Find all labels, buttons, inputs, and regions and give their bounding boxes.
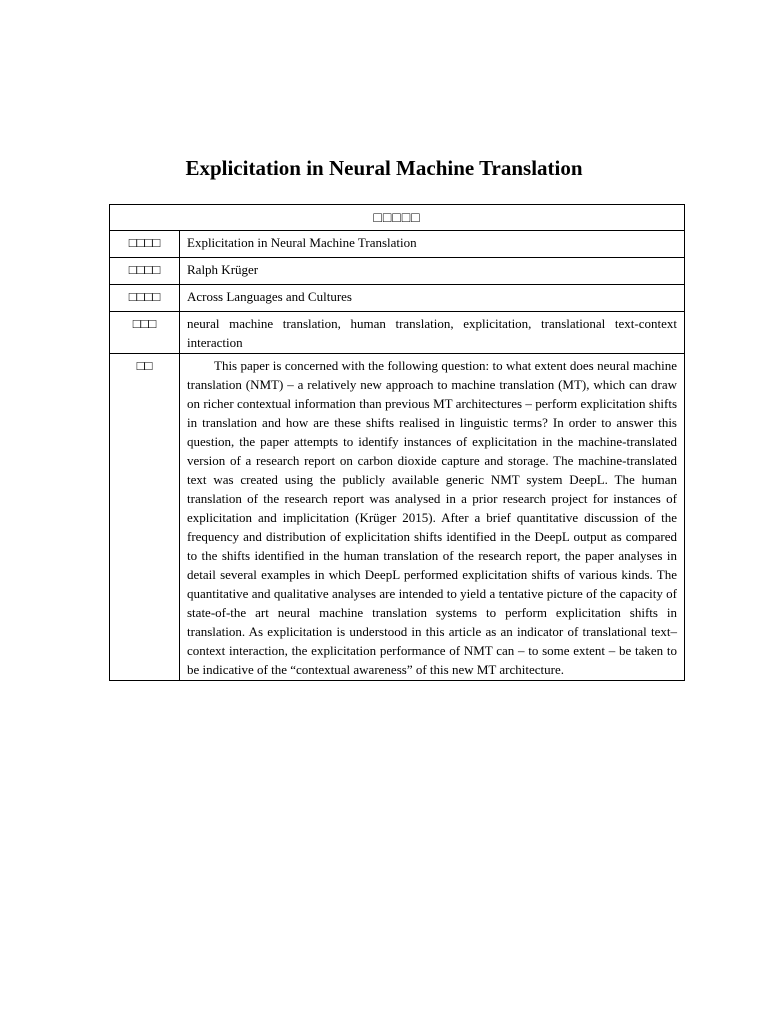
table-row-title [110,231,685,258]
abstract-text: This paper is concerned with the following question: to what extent does neural machine translation (NMT) – a relatively new approach to machine translation (MT), which can draw on richer contextual information than previous MT architectures – perform explicitation shifts in translation and how are these shifts realised in linguistic terms? In order to answer this question, the paper attempts to identify instances of explicitation in the machine-translated version of a research report on carbon dioxide capture and storage. The machine-translated text was created using the publicly available generic NMT system DeepL. The human translation of the research report was analysed in a prior research project for instances of explicitation and implicitation (Krüger 2015). After a brief quantitative discussion of the frequency and distribution of explicitation shifts identified in the DeepL output as compared to the shifts identified in the human translation of the research report, the paper analyses in detail several examples in which DeepL performed explicitation shifts of various kinds. The quantitative and qualitative analyses are intended to yield a tentative picture of the capacity of state-of-the art neural machine translation systems to perform explicitation shifts in translation. As explicitation is understood in this article as an indicator of translational text–context interaction, the explicitation performance of NMT can – to some extent – be taken to be indicative of the “contextual awareness” of this new MT architecture. [187,358,677,677]
table-row-author [110,258,685,285]
page-title: Explicitation in Neural Machine Translation [185,156,583,180]
row-label-abstract: □□ [110,354,180,681]
metadata-table [109,204,685,681]
row-value-abstract [180,354,685,681]
table-header: □□□□□ [110,205,685,231]
row-value-author: Ralph Krüger [180,258,685,285]
table-header-row [110,205,685,231]
row-value-keywords: neural machine translation, human translation, explicitation, translational text-context interaction [180,312,685,354]
row-value-journal: Across Languages and Cultures [180,285,685,312]
table-row-keywords [110,312,685,354]
table-row-abstract [110,354,685,681]
table-row-journal [110,285,685,312]
row-label-journal: □□□□ [110,285,180,312]
row-label-title: □□□□ [110,231,180,258]
row-value-title: Explicitation in Neural Machine Translation [180,231,685,258]
row-label-keywords: □□□ [110,312,180,354]
row-label-author: □□□□ [110,258,180,285]
